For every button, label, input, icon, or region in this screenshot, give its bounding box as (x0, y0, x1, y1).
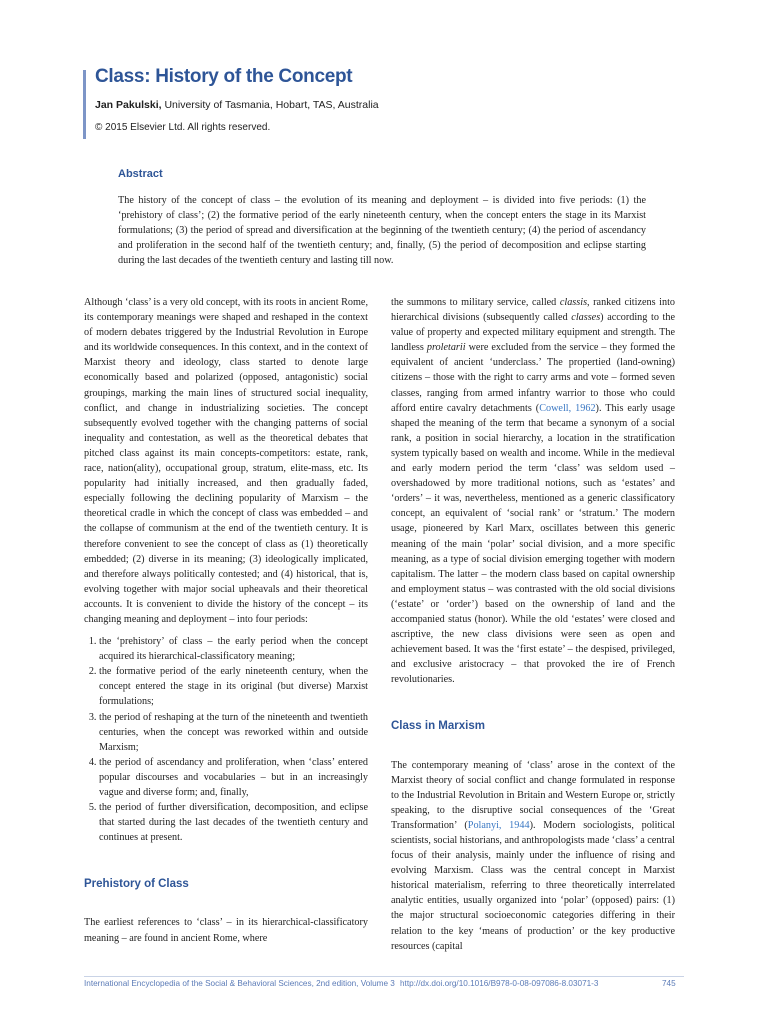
section-heading-prehistory: Prehistory of Class (84, 878, 189, 891)
footer-source: International Encyclopedia of the Social & Behavioral Sciences, 2nd edition, Volume 3 (84, 979, 395, 988)
author-line (95, 99, 379, 111)
text-run: the summons to military service, called (391, 297, 560, 308)
abstract-heading: Abstract (118, 168, 163, 180)
text-run: were excluded from the service – they formed the equivalent of ancient ‘underclass.’ The propertied (land-owning) citizens – those with the right to carry arms and vote – formed seven classes, ranging from armed infantry warrior to those who could afford entire cavalry detachments ( (391, 342, 675, 414)
footer-doi-link[interactable]: http://dx.doi.org/10.1016/B978-0-08-097086-8.03071-3 (400, 979, 599, 988)
marxism-paragraph (391, 758, 675, 954)
citation-link-polanyi[interactable]: Polanyi, 1944 (467, 819, 530, 831)
period-item: 4. the period of ascendancy and proliferation, when ‘class’ entered popular discourses and vocabularies – but in an increasingly vague and diverse form; and, finally, (99, 755, 368, 800)
period-item: 5. the period of further diversification, decomposition, and eclipse that started during the last decades of the twentieth century and continues at present. (99, 800, 368, 845)
footer-divider (84, 976, 684, 977)
period-item: 3. the period of reshaping at the turn of the nineteenth and twentieth centuries, when the concept was reworked within and outside Marxism; (99, 710, 368, 755)
term-proletarii: proletarii (426, 342, 466, 354)
copyright-notice: © 2015 Elsevier Ltd. All rights reserved. (95, 122, 271, 133)
text-run: , ranked citizens into hierarchical divisions (subsequently called (391, 297, 675, 324)
article-title: Class: History of the Concept (95, 66, 353, 87)
term-classes: classes (571, 312, 601, 324)
left-column (84, 295, 368, 946)
period-item: 2. the formative period of the early nineteenth century, when the concept entered the stage in its original (but diverse) Marxist formulations; (99, 664, 368, 709)
text-run: The contemporary meaning of ‘class’ arose in the context of the Marxist theory of social conflict and change formulated in response to the Industrial Revolution in Britain and Western Europe or, strictly speaking, to the disruptive social consequences of the ‘Great Transformation’ ( (391, 759, 675, 831)
text-run: ) according to the value of property and expected military equipment and strength. The landless (391, 312, 675, 354)
period-item: 1. the ‘prehistory’ of class – the early period when the concept acquired its hierarchical-classificatory meaning; (99, 634, 368, 664)
abstract-text: The history of the concept of class – the evolution of its meaning and deployment – is divided into five periods: (1) the ‘prehistory of class’; (2) the formative period of the early nineteenth century, when the concept enters the stage in its Marxist formulations; (3) the period of spread and diversification at the beginning of the twentieth century; (4) the period of ascendancy and proliferation in the second half of the twentieth century; and, finally, (5) the period of decomposition and eclipse starting during the last decades of the twentieth century and lasting till now. (118, 195, 646, 267)
page-number: 745 (662, 979, 676, 988)
citation-link-cowell[interactable]: Cowell, 1962 (539, 402, 596, 414)
term-classis: classis (559, 297, 588, 308)
author-name: Jan Pakulski, (95, 99, 162, 111)
intro-paragraph: Although ‘class’ is a very old concept, with its roots in ancient Rome, its contemporary meanings were shaped and reshaped in the context of modern debates triggered by the Industrial Revolution in Europe and its worldwide consequences. In this context, and in the context of Marxist theory and ideology, class started to denote large economically based and polarized (opposed, antagonistic) social groupings, marking the main lines of structured social inequality, conflict, and change in industrializing societies. The concept subsequently evolved together with the changing patterns of social inequality and contestation, as well as the theoretical debates that pitched class against its main concepts-competitors: estate, rank, race, nation(ality), occupational group, stratum, elite-mass, etc. Its popularity had initially increased, and then gradually faded, especially following the declining popularity of Marxism – the theoretical cradle in which the concept of class was embedded – and the collapse of communism at the end of the twentieth century. It is therefore convenient to see the concept of class as (1) theoretically embedded; (2) diverse in its meaning; (3) ideologically implicated, and therefore always politically contested; and (4) historical, that is, evolving together with major social upheavals and their theoretical accounts. It is convenient to divide the history of the concept – its changing meaning and deployment – into four periods: (84, 297, 368, 625)
author-affiliation: University of Tasmania, Hobart, TAS, Australia (161, 99, 379, 111)
rome-paragraph (391, 295, 675, 687)
header-accent-bar (83, 70, 86, 139)
prehistory-paragraph: The earliest references to ‘class’ – in its hierarchical-classificatory meaning – are found in ancient Rome, where (84, 917, 368, 944)
periods-list (84, 634, 368, 845)
right-column (391, 295, 675, 954)
text-run: ). This early usage shaped the meaning of the term that became a synonym of a social rank, a position in social hierarchy, a location in the stratification system typically based on wealth and income. While in the medieval and early modern period the term ‘class’ was seldom used – overshadowed by more traditional notions, such as ‘estates’ and ‘orders’ – it was, nevertheless, mentioned as a generic classificatory concept, an equivalent of ‘social rank’ or ‘stratum.’ The modern usage, pioneered by Karl Marx, oscillates between this generic meaning of the main ‘polar’ social division, and a more specific meaning, as a type of social division emerging together with modern capitalism. The latter – the modern class based on capital ownership and employment status – was contrasted with the old social divisions (‘estate’ or ‘order’) based on the ownership of land and the accompanied status (honor). While the old ‘estates’ were closed and ascriptive, the new class divisions were seen as open and achievement based. It was the ‘first estate’ – the despised, privileged, and exclusive aristocracy – that provoked the ire of French revolutionaries. (391, 402, 675, 686)
text-run: ). Modern sociologists, political scientists, social historians, and anthropologists made ‘class’ a central focus of their analysis, mainly under the influence of rising and evolving Marxism. Class was the central concept in Marxist historical materialism, referring to three theoretically interrelated analytic entities, usually organized into ‘polar’ (opposed) pairs: (1) the major structural socioeconomic categories differing in their relation to the key ‘means of production’ or the key productive resources (capital (391, 819, 675, 952)
section-heading-marxism: Class in Marxism (391, 720, 485, 733)
